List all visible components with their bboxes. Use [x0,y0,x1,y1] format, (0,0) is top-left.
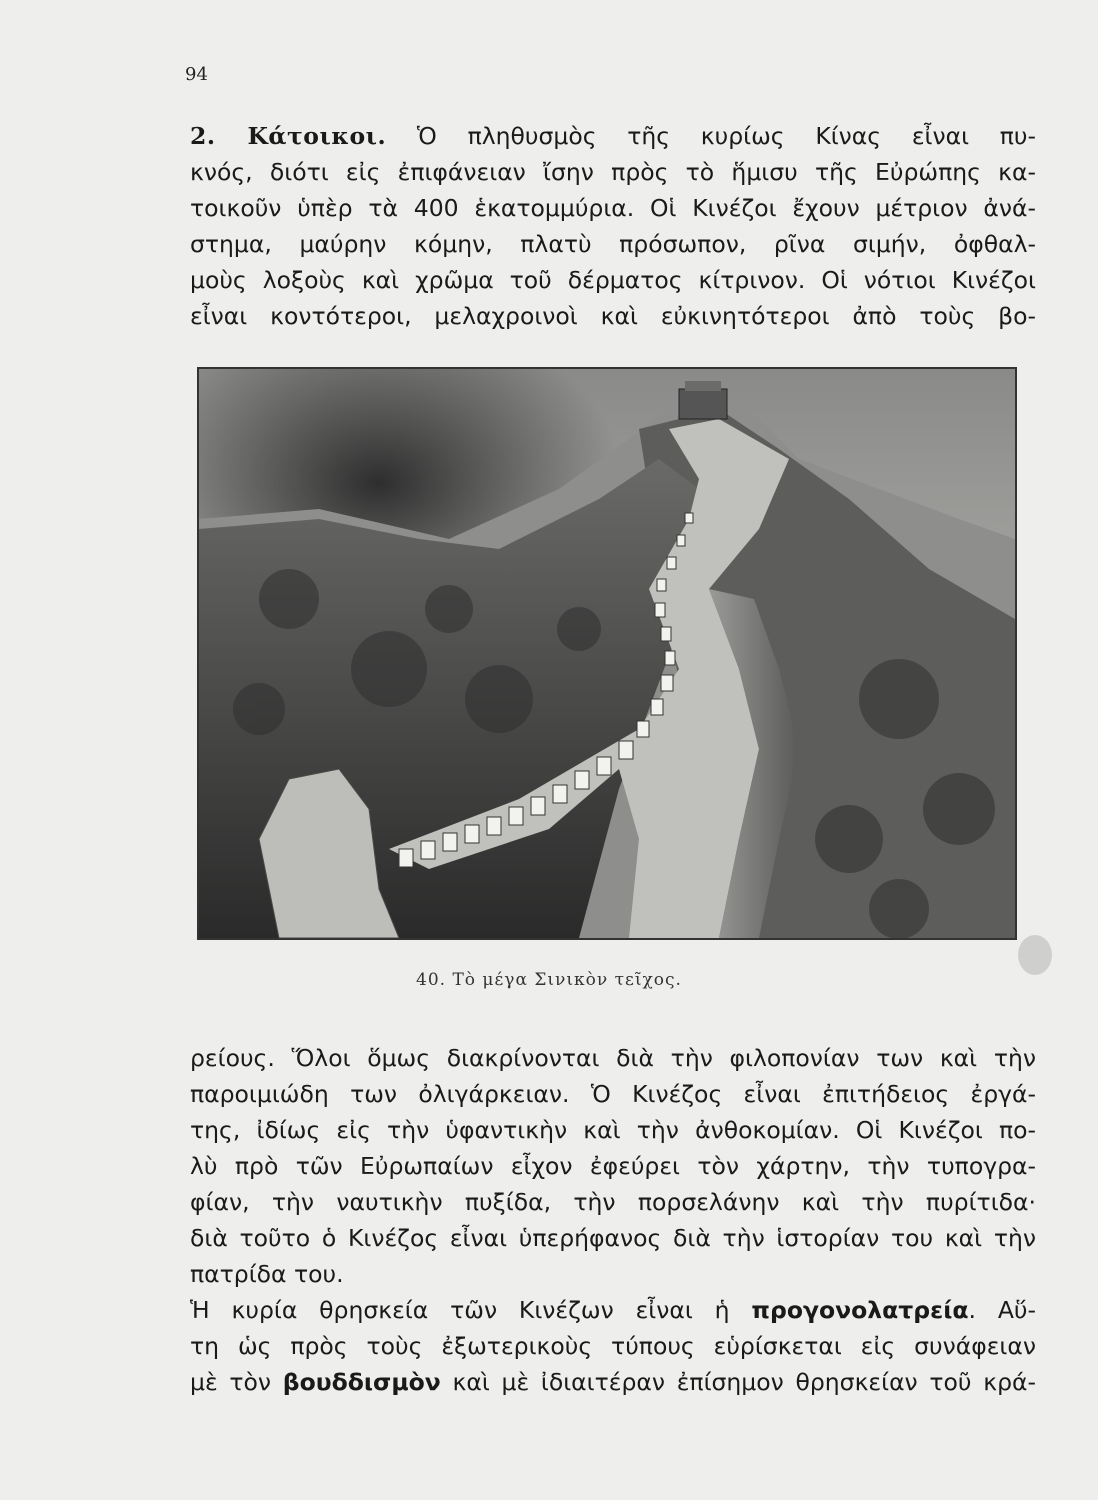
text-line: λὺ πρὸ τῶν Εὐρωπαίων εἶχον ἐφεύρει τὸν χάρτην, τὴν τυπογρα- [190,1152,1036,1180]
text-line: τοικοῦν ὑπὲρ τὰ 400 ἑκατομμύρια. Οἱ Κινέζοι ἔχουν μέτριον ἀνά- [190,194,1036,222]
text-line [190,1364,1036,1400]
paragraph-character [190,1040,1036,1292]
figure-caption: 40. Τὸ μέγα Σινικὸν τεῖχος. [416,970,682,990]
bold-term: βουδδισμὸν [282,1368,441,1396]
text-line [190,1292,1036,1328]
bold-term: προγονολατρεία [751,1296,969,1324]
text-span: μὲ τὸν [190,1368,283,1396]
paragraph-religion [190,1292,1036,1400]
text-line: μοὺς λοξοὺς καὶ χρῶμα τοῦ δέρματος κίτρινον. Οἱ νότιοι Κινέζοι [190,266,1036,294]
paragraph-inhabitants [190,118,1036,334]
text-line: τη ὡς πρὸς τοὺς ἐξωτερικοὺς τύπους εὑρίσκεται εἰς συνάφειαν [190,1332,1036,1360]
text-span: Ὁ πληθυσμὸς τῆς κυρίως Κίνας εἶναι πυ- [386,122,1036,150]
text-line: της, ἰδίως εἰς τὴν ὑφαντικὴν καὶ τὴν ἀνθοκομίαν. Οἱ Κινέζοι πο- [190,1116,1036,1144]
section-heading: 2. Κάτοικοι. [190,122,387,150]
text-line: εἶναι κοντότεροι, μελαχροινοὶ καὶ εὐκινητότεροι ἀπὸ τοὺς βο- [190,302,1036,330]
text-line: φίαν, τὴν ναυτικὴν πυξίδα, τὴν πορσελάνην καὶ τὴν πυρίτιδα· [190,1188,1036,1216]
paper-stain [1018,935,1052,975]
great-wall-photograph [197,367,1017,940]
text-line: πατρίδα του. [190,1260,344,1288]
text-span: . Αὕ- [968,1296,1036,1324]
text-span: Ἡ κυρία θρησκεία τῶν Κινέζων εἶναι ἡ [190,1296,752,1324]
text-line: στημα, μαύρην κόμην, πλατὺ πρόσωπον, ρῖνα σιμήν, ὀφθαλ- [190,230,1036,258]
text-line: κνός, διότι εἰς ἐπιφάνειαν ἴσην πρὸς τὸ ἥμισυ τῆς Εὐρώπης κα- [190,158,1036,186]
text-line: διὰ τοῦτο ὁ Κινέζος εἶναι ὑπερήφανος διὰ τὴν ἱστορίαν του καὶ τὴν [190,1224,1036,1252]
text-line: παροιμιώδη των ὀλιγάρκειαν. Ὁ Κινέζος εἶναι ἐπιτήδειος ἐργά- [190,1080,1036,1108]
page-number: 94 [185,64,208,85]
text-line [190,118,1036,154]
text-line: ρείους. Ὅλοι ὅμως διακρίνονται διὰ τὴν φιλοπονίαν των καὶ τὴν [190,1044,1036,1072]
text-span: καὶ μὲ ἰδιαιτέραν ἐπίσημον θρησκείαν τοῦ κρά- [440,1368,1036,1396]
